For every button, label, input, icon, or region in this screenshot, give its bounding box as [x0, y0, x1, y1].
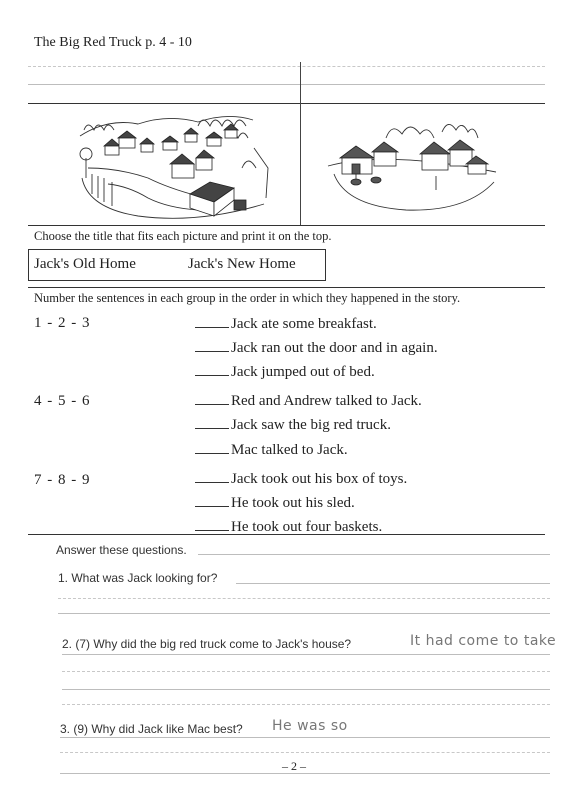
section-divider	[28, 287, 545, 288]
answer-line[interactable]	[60, 752, 550, 753]
sentence-text: Jack took out his box of toys.	[231, 471, 408, 487]
title-option-new-home: Jack's New Home	[188, 256, 296, 272]
answer-blank[interactable]	[195, 518, 229, 531]
sentence-text: Jack ate some breakfast.	[231, 316, 377, 332]
answer-blank[interactable]	[195, 470, 229, 483]
section-divider	[28, 534, 545, 535]
answer-blank[interactable]	[195, 441, 229, 454]
sentence-item	[195, 363, 375, 381]
sentence-item	[195, 441, 348, 459]
sentence-text: Jack ran out the door and in again.	[231, 340, 438, 356]
sentence-text: Mac talked to Jack.	[231, 442, 348, 458]
question-2-answer[interactable]: It had come to take	[410, 633, 557, 649]
sentence-item	[195, 339, 438, 357]
town-village-illustration	[78, 108, 274, 224]
answer-line[interactable]	[62, 654, 550, 655]
questions-heading: Answer these questions.	[56, 543, 187, 557]
sentence-text: He took out his sled.	[231, 495, 355, 511]
title-option-old-home: Jack's Old Home	[34, 256, 136, 272]
sentence-text: Jack saw the big red truck.	[231, 417, 391, 433]
answer-line[interactable]	[58, 613, 550, 614]
answer-line[interactable]	[236, 583, 550, 584]
sentence-item	[195, 315, 377, 333]
sentence-item	[195, 416, 391, 434]
question-2-text: 2. (7) Why did the big red truck come to Jack's house?	[62, 637, 352, 651]
answer-blank[interactable]	[195, 363, 229, 376]
answer-line[interactable]	[62, 704, 550, 705]
picture-divider	[300, 62, 301, 225]
writing-line	[28, 66, 545, 67]
sentence-text: He took out four baskets.	[231, 519, 383, 535]
group-label: 7 - 8 - 9	[34, 472, 91, 488]
page-number: – 2 –	[282, 759, 306, 773]
group-label: 4 - 5 - 6	[34, 393, 91, 409]
answer-blank[interactable]	[195, 339, 229, 352]
question-3-answer[interactable]: He was so	[272, 718, 348, 734]
sentence-text: Red and Andrew talked to Jack.	[231, 393, 422, 409]
question-1-text: 1. What was Jack looking for?	[58, 571, 218, 585]
answer-blank[interactable]	[195, 494, 229, 507]
answer-line[interactable]	[58, 598, 550, 599]
sentence-item	[195, 494, 355, 512]
choose-title-instruction: Choose the title that fits each picture and print it on the top.	[34, 229, 332, 243]
group-label: 1 - 2 - 3	[34, 315, 91, 331]
answer-blank[interactable]	[195, 392, 229, 405]
worksheet-title: The Big Red Truck p. 4 - 10	[34, 35, 192, 50]
answer-line[interactable]	[60, 737, 550, 738]
sentence-text: Jack jumped out of bed.	[231, 364, 375, 380]
section-divider	[28, 225, 545, 226]
answer-line[interactable]	[62, 671, 550, 672]
answer-blank[interactable]	[195, 315, 229, 328]
number-sentences-instruction: Number the sentences in each group in the order in which they happened in the story.	[34, 291, 461, 305]
writing-line	[28, 103, 545, 104]
sentence-item	[195, 470, 407, 488]
question-3-text: 3. (9) Why did Jack like Mac best?	[60, 722, 243, 736]
answer-line[interactable]	[62, 689, 550, 690]
sentence-item	[195, 392, 422, 410]
answer-blank[interactable]	[195, 416, 229, 429]
writing-line	[28, 84, 545, 85]
farm-illustration	[326, 110, 498, 216]
writing-line[interactable]	[198, 554, 550, 555]
